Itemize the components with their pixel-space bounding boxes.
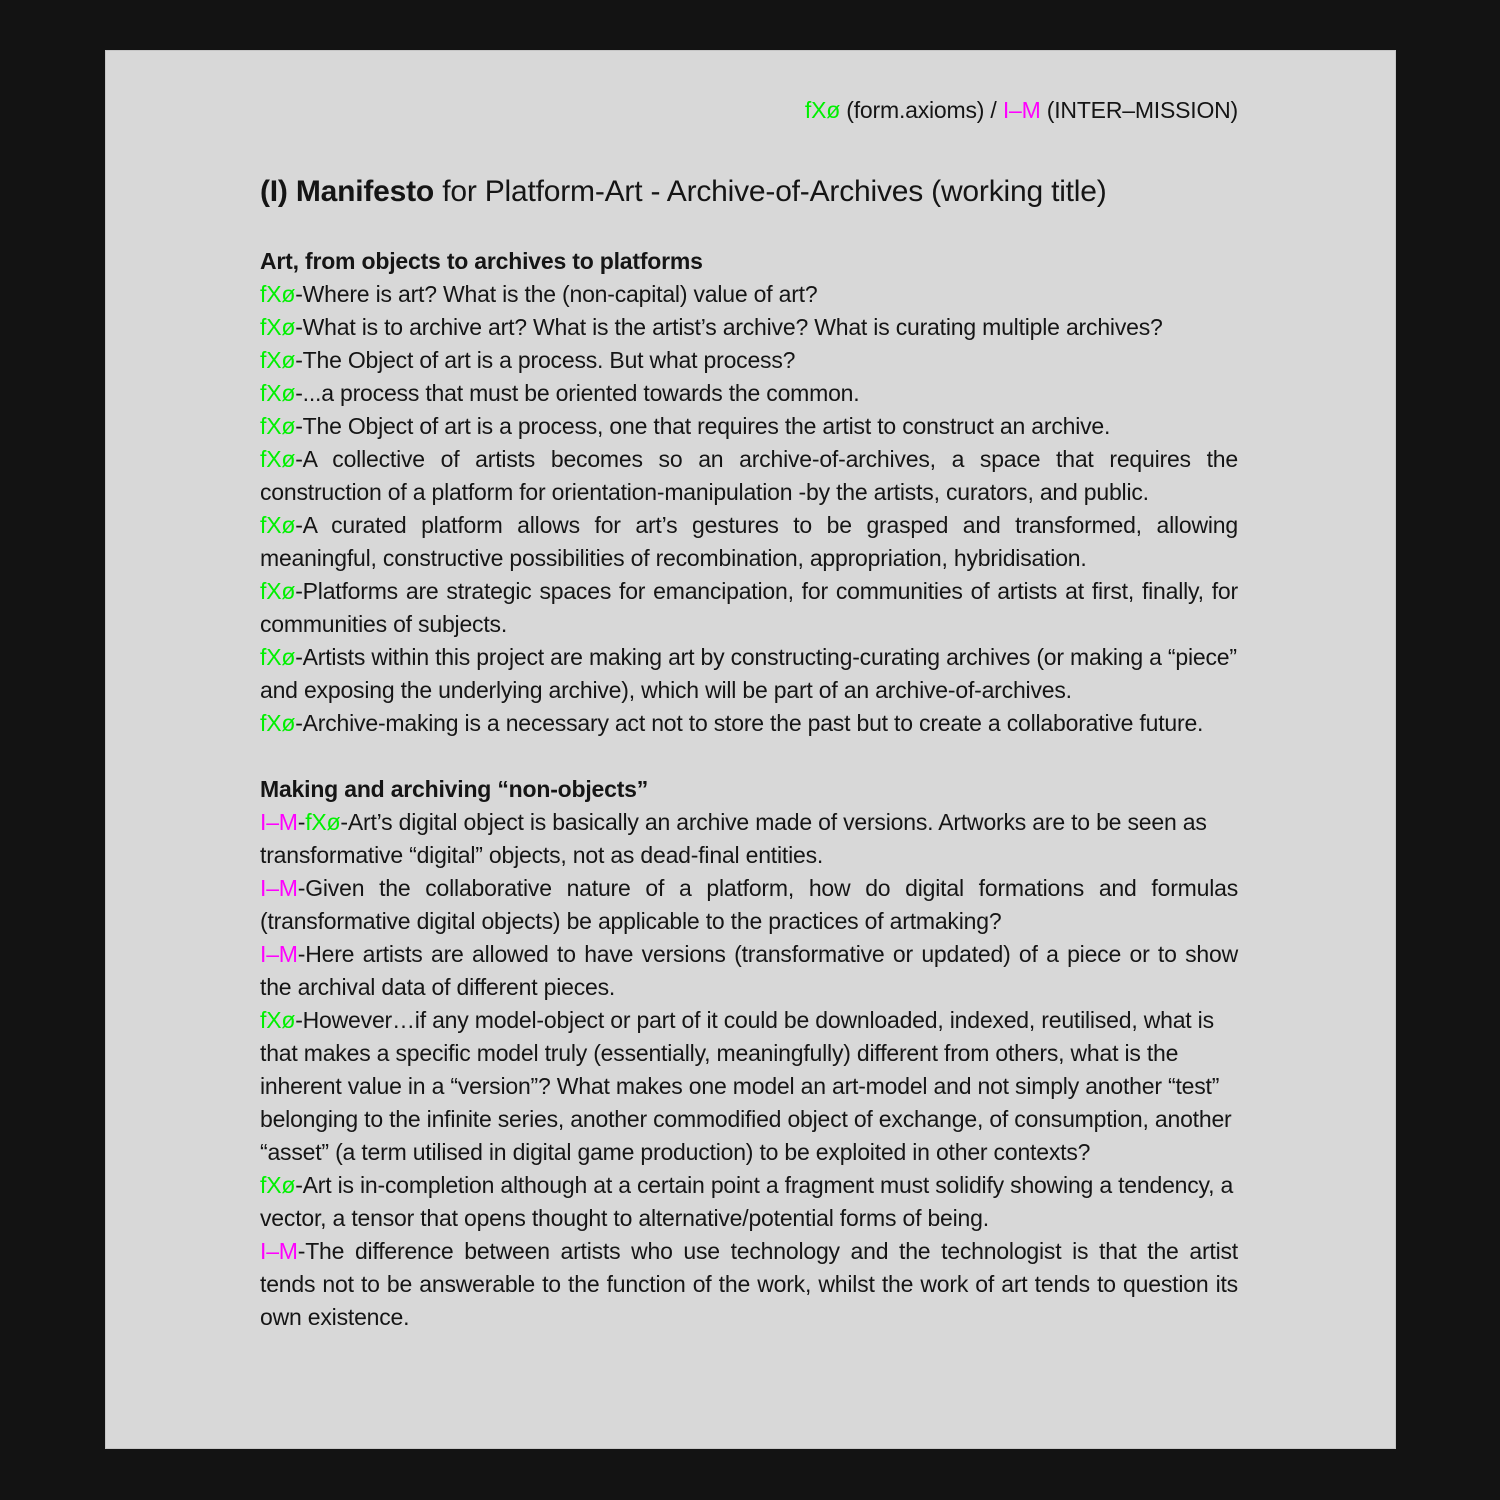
marker-fxo: fXø — [260, 578, 296, 604]
text-segment: -The Object of art is a process, one that requires the artist to construct an archive. — [295, 413, 1111, 439]
marker-fxo: fXø — [305, 809, 341, 835]
paragraph — [260, 707, 1238, 740]
text-segment: -Artists within this project are making art by constructing-curating archives (or making a “piece” and exposing the underlying archive), which will be part of an archive-of-archives. — [260, 644, 1237, 703]
text-segment: (form.axioms) / — [840, 97, 1003, 123]
document-title — [260, 172, 1238, 212]
text-segment: (INTER–MISSION) — [1040, 97, 1238, 123]
text-segment: -...a process that must be oriented towards the common. — [295, 380, 860, 406]
document-page — [105, 50, 1396, 1449]
text-segment: - — [297, 809, 306, 835]
text-segment: -Given the collaborative nature of a platform, how do digital formations and formulas (transformative digital objects) be applicable to the practices of artmaking? — [260, 875, 1238, 934]
paragraph — [260, 806, 1238, 872]
paragraph — [260, 575, 1238, 641]
marker-fxo: fXø — [260, 347, 296, 373]
paragraph — [260, 641, 1238, 707]
marker-fxo: fXø — [260, 446, 296, 472]
text-segment: -Where is art? What is the (non-capital) value of art? — [295, 281, 818, 307]
paragraph — [260, 938, 1238, 1004]
text-segment: -Art is in-completion although at a certain point a fragment must solidify showing a tendency, a vector, a tensor that opens thought to alternative/potential forms of being. — [260, 1172, 1234, 1231]
marker-fxo: fXø — [260, 413, 296, 439]
marker-im: I–M — [260, 941, 298, 967]
marker-fxo: fXø — [804, 97, 841, 123]
text-segment: for Platform-Art - Archive-of-Archives (working title) — [434, 175, 1107, 208]
marker-im: I–M — [260, 875, 298, 901]
text-segment: -Platforms are strategic spaces for emancipation, for communities of artists at first, finally, for communities of subjects. — [260, 578, 1238, 637]
text-segment: -The difference between artists who use technology and the technologist is that the artist tends not to be answerable to the function of the work, whilst the work of art tends to question its own existence. — [260, 1238, 1238, 1330]
paragraph — [260, 377, 1238, 410]
marker-fxo: fXø — [260, 512, 296, 538]
text-segment: -The Object of art is a process. But what process? — [295, 347, 796, 373]
marker-fxo: fXø — [260, 644, 296, 670]
text-segment: -However…if any model-object or part of it could be downloaded, indexed, reutilised, what is that makes a specific model truly (essentially, meaningfully) different from others, what is the inherent value in a “version”? What makes one model an art-model and not simply another “test” belonging to the infinite series, another commodified object of exchange, of consumption, another “asset” (a term utilised in digital game production) to be exploited in other contexts? — [260, 1007, 1232, 1165]
marker-im: I–M — [1002, 97, 1041, 123]
marker-im: I–M — [260, 1238, 298, 1264]
paragraph — [260, 509, 1238, 575]
document-header — [260, 95, 1238, 125]
paragraph — [260, 278, 1238, 311]
section-heading: Making and archiving “non-objects” — [260, 776, 649, 802]
paragraph — [260, 311, 1238, 344]
paragraph — [260, 344, 1238, 377]
marker-im: I–M — [260, 809, 298, 835]
text-segment: -Archive-making is a necessary act not to store the past but to create a collaborative future. — [295, 710, 1204, 736]
text-segment: -What is to archive art? What is the artist’s archive? What is curating multiple archives? — [295, 314, 1163, 340]
paragraph — [260, 872, 1238, 938]
title-bold-segment: (I) Manifesto — [260, 175, 435, 208]
text-segment: -A curated platform allows for art’s gestures to be grasped and transformed, allowing meaningful, constructive possibilities of recombination, appropriation, hybridisation. — [260, 512, 1238, 571]
paragraph — [260, 1235, 1238, 1334]
marker-fxo: fXø — [260, 281, 296, 307]
paragraph — [260, 410, 1238, 443]
paragraph — [260, 443, 1238, 509]
text-segment: -Art’s digital object is basically an archive made of versions. Artworks are to be seen as transformative “digital” objects, not as dead-final entities. — [260, 809, 1207, 868]
document-body — [260, 245, 1238, 1334]
marker-fxo: fXø — [260, 1007, 296, 1033]
section-heading: Art, from objects to archives to platforms — [260, 248, 703, 274]
text-segment: -Here artists are allowed to have versions (transformative or updated) of a piece or to show the archival data of different pieces. — [260, 941, 1238, 1000]
paragraph — [260, 1169, 1238, 1235]
text-segment: -A collective of artists becomes so an archive-of-archives, a space that requires the construction of a platform for orientation-manipulation -by the artists, curators, and public. — [260, 446, 1238, 505]
paragraph — [260, 1004, 1238, 1169]
marker-fxo: fXø — [260, 314, 296, 340]
marker-fxo: fXø — [260, 710, 296, 736]
marker-fxo: fXø — [260, 380, 296, 406]
marker-fxo: fXø — [260, 1172, 296, 1198]
